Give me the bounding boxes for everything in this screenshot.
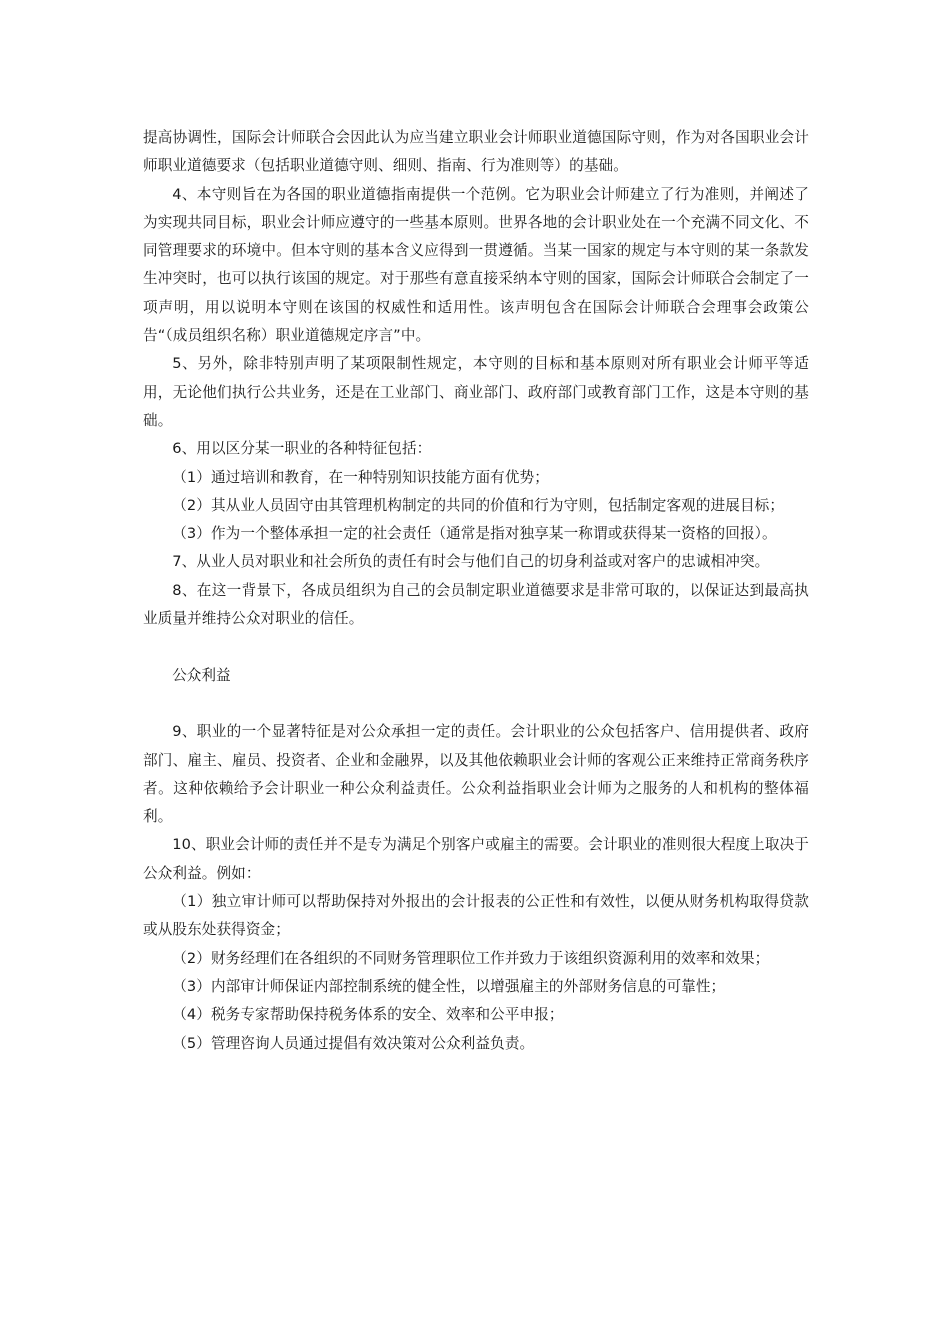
paragraph-intro: 提高协调性，国际会计师联合会因此认为应当建立职业会计师职业道德国际守则，作为对各国职业会计师职业道德要求（包括职业道德守则、细则、指南、行为准则等）的基础。 <box>143 129 809 175</box>
paragraph-10: 10、职业会计师的责任并不是专为满足个别客户或雇主的需要。会计职业的准则很大程度上取决于公众利益。例如： <box>143 836 809 882</box>
list-item-10-3: （3）内部审计师保证内部控制系统的健全性，以增强雇主的外部财务信息的可靠性； <box>172 977 726 995</box>
paragraph-4: 4、本守则旨在为各国的职业道德指南提供一个范例。它为职业会计师建立了行为准则，并阐述了为实现共同目标，职业会计师应遵守的一些基本原则。世界各地的会计职业处在一个充满不同文化、不同管理要求的环境中。但本守则的基本含义应得到一贯遵循。当某一国家的规定与本守则的某一条款发生冲突时，也可以执行该国的规定。对于那些有意直接采纳本守则的国家，国际会计师联合会制定了一项声明，用以说明本守则在该国的权威性和适用性。该声明包含在国际会计师联合会理事会政策公告“（成员组织名称）职业道德规定序言”中。 <box>143 185 809 345</box>
list-item-6-1: （1）通过培训和教育，在一种特别知识技能方面有优势； <box>172 468 549 486</box>
list-item-6-2: （2）其从业人员固守由其管理机构制定的共同的价值和行为守则，包括制定客观的进展目标； <box>172 496 785 514</box>
document-page <box>143 124 809 1058</box>
paragraph-7: 7、从业人员对职业和社会所负的责任有时会与他们自己的切身利益或对客户的忠诚相冲突。 <box>172 553 770 571</box>
list-item-10-5: （5）管理咨询人员通过提倡有效决策对公众利益负责。 <box>172 1034 535 1052</box>
list-item-10-1: （1）独立审计师可以帮助保持对外报出的会计报表的公正性和有效性，以便从财务机构取得贷款或从股东处获得资金； <box>143 893 809 939</box>
paragraph-8: 8、在这一背景下，各成员组织为自己的会员制定职业道德要求是非常可取的，以保证达到最高执业质量并维持公众对职业的信任。 <box>143 581 809 628</box>
paragraph-9: 9、职业的一个显著特征是对公众承担一定的责任。会计职业的公众包括客户、信用提供者、政府部门、雇主、雇员、投资者、企业和金融界，以及其他依赖职业会计师的客观公正来维持正常商务秩序者。这种依赖给予会计职业一种公众利益责任。公众利益指职业会计师为之服务的人和机构的整体福利。 <box>143 723 809 826</box>
list-item-10-4: （4）税务专家帮助保持税务体系的安全、效率和公平申报； <box>172 1006 564 1024</box>
section-heading-public-interest: 公众利益 <box>172 666 231 684</box>
list-item-10-2: （2）财务经理们在各组织的不同财务管理职位工作并致力于该组织资源利用的效率和效果； <box>172 949 770 967</box>
list-item-6-3: （3）作为一个整体承担一定的社会责任（通常是指对独享某一称谓或获得某一资格的回报）。 <box>172 525 777 543</box>
paragraph-5: 5、另外，除非特别声明了某项限制性规定，本守则的目标和基本原则对所有职业会计师平等适用，无论他们执行公共业务，还是在工业部门、商业部门、政府部门或教育部门工作，这是本守则的基础。 <box>143 355 809 429</box>
paragraph-6: 6、用以区分某一职业的各种特征包括： <box>172 440 432 458</box>
